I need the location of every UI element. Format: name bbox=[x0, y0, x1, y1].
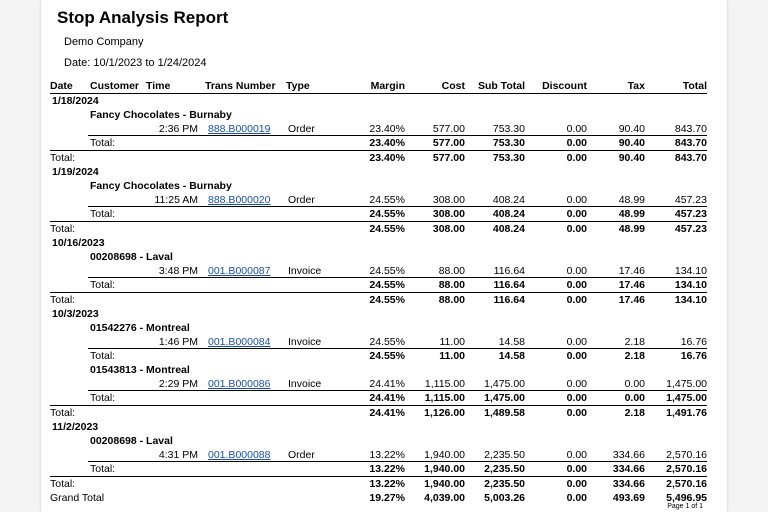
transaction-subtotal: 408.24 bbox=[492, 194, 525, 206]
transaction-cost: 1,940.00 bbox=[424, 449, 465, 461]
transaction-discount: 0.00 bbox=[566, 449, 587, 461]
transaction-discount: 0.00 bbox=[566, 378, 587, 390]
transaction-number-link[interactable]: 001.B000087 bbox=[208, 265, 271, 277]
subtotal-label: Total: bbox=[90, 392, 116, 404]
subtotal-rule bbox=[88, 348, 707, 349]
total-subtotal: 116.64 bbox=[493, 294, 525, 306]
subtotal-margin: 24.55% bbox=[369, 208, 405, 220]
column-header-time: Time bbox=[146, 80, 171, 92]
transaction-time: 2:29 PM bbox=[158, 378, 198, 390]
total-margin: 24.55% bbox=[369, 294, 405, 306]
subtotal-cost: 1,115.00 bbox=[424, 392, 465, 404]
transaction-time: 11:25 AM bbox=[154, 194, 198, 206]
group-date: 1/18/2024 bbox=[52, 95, 99, 107]
column-header-total: Total bbox=[682, 80, 707, 92]
total-label: Total: bbox=[50, 223, 76, 235]
subtotal-rule bbox=[88, 135, 707, 136]
transaction-discount: 0.00 bbox=[566, 336, 587, 348]
transaction-tax: 90.40 bbox=[618, 123, 645, 135]
report-title: Stop Analysis Report bbox=[57, 8, 229, 27]
column-header-margin: Margin bbox=[370, 80, 405, 92]
transaction-row bbox=[50, 335, 707, 349]
total-total: 134.10 bbox=[674, 294, 707, 306]
grand-total-margin: 19.27% bbox=[369, 492, 405, 504]
transaction-row bbox=[50, 448, 707, 462]
transaction-number-link[interactable]: 001.B000086 bbox=[208, 378, 271, 390]
transaction-cost: 88.00 bbox=[438, 265, 465, 277]
total-total: 843.70 bbox=[674, 152, 707, 164]
subtotal-subtotal: 2,235.50 bbox=[484, 463, 525, 475]
total-discount: 0.00 bbox=[566, 407, 587, 419]
total-discount: 0.00 bbox=[566, 223, 587, 235]
customer-name: Fancy Chocolates - Burnaby bbox=[90, 180, 232, 192]
group-date: 1/19/2024 bbox=[52, 166, 99, 178]
total-tax: 2.18 bbox=[624, 407, 645, 419]
transaction-cost: 308.00 bbox=[432, 194, 465, 206]
customer-subtotal-row bbox=[50, 207, 707, 221]
group-date: 11/2/2023 bbox=[52, 421, 99, 433]
subtotal-margin: 13.22% bbox=[369, 463, 405, 475]
total-total: 1,491.76 bbox=[666, 407, 707, 419]
transaction-total: 134.10 bbox=[674, 265, 707, 277]
subtotal-cost: 88.00 bbox=[438, 279, 465, 291]
subtotal-subtotal: 408.24 bbox=[492, 208, 525, 220]
subtotal-total: 843.70 bbox=[674, 137, 707, 149]
total-label: Total: bbox=[50, 152, 76, 164]
transaction-margin: 24.41% bbox=[369, 378, 405, 390]
transaction-row bbox=[50, 122, 707, 136]
transaction-discount: 0.00 bbox=[566, 194, 587, 206]
transaction-tax: 17.46 bbox=[618, 265, 645, 277]
subtotal-margin: 24.55% bbox=[369, 350, 405, 362]
subtotal-discount: 0.00 bbox=[566, 137, 587, 149]
total-tax: 48.99 bbox=[618, 223, 645, 235]
total-discount: 0.00 bbox=[566, 152, 587, 164]
transaction-total: 2,570.16 bbox=[666, 449, 707, 461]
subtotal-margin: 24.55% bbox=[369, 279, 405, 291]
transaction-subtotal: 1,475.00 bbox=[484, 378, 525, 390]
subtotal-tax: 0.00 bbox=[624, 392, 645, 404]
date-range: Date: 10/1/2023 to 1/24/2024 bbox=[64, 57, 207, 69]
transaction-row bbox=[50, 377, 707, 391]
date-total-row bbox=[50, 405, 707, 420]
customer-row bbox=[50, 108, 707, 122]
transaction-total: 843.70 bbox=[674, 123, 707, 135]
transaction-tax: 334.66 bbox=[612, 449, 645, 461]
transaction-type: Order bbox=[288, 194, 315, 206]
transaction-margin: 13.22% bbox=[369, 449, 405, 461]
grand-total-tax: 493.69 bbox=[612, 492, 645, 504]
total-subtotal: 1,489.58 bbox=[484, 407, 525, 419]
date-total-row bbox=[50, 292, 707, 307]
transaction-tax: 48.99 bbox=[618, 194, 645, 206]
subtotal-discount: 0.00 bbox=[566, 350, 587, 362]
customer-subtotal-row bbox=[50, 278, 707, 292]
transaction-type: Order bbox=[288, 123, 315, 135]
customer-row bbox=[50, 321, 707, 335]
subtotal-cost: 577.00 bbox=[432, 137, 465, 149]
subtotal-total: 457.23 bbox=[674, 208, 707, 220]
subtotal-discount: 0.00 bbox=[566, 208, 587, 220]
transaction-row bbox=[50, 193, 707, 207]
transaction-margin: 24.55% bbox=[369, 336, 405, 348]
transaction-total: 457.23 bbox=[674, 194, 707, 206]
subtotal-label: Total: bbox=[90, 463, 116, 475]
date-group-row bbox=[50, 236, 707, 250]
subtotal-tax: 48.99 bbox=[618, 208, 645, 220]
date-group-row bbox=[50, 420, 707, 434]
total-tax: 334.66 bbox=[612, 478, 645, 490]
transaction-number-link[interactable]: 888.B000020 bbox=[208, 194, 271, 206]
transaction-time: 4:31 PM bbox=[158, 449, 198, 461]
column-header-row bbox=[50, 79, 707, 94]
customer-subtotal-row bbox=[50, 462, 707, 476]
subtotal-rule bbox=[88, 206, 707, 207]
transaction-total: 16.76 bbox=[680, 336, 707, 348]
total-discount: 0.00 bbox=[566, 294, 587, 306]
subtotal-tax: 334.66 bbox=[612, 463, 645, 475]
total-margin: 23.40% bbox=[369, 152, 405, 164]
subtotal-cost: 1,940.00 bbox=[424, 463, 465, 475]
grand-total-discount: 0.00 bbox=[566, 492, 587, 504]
subtotal-discount: 0.00 bbox=[566, 392, 587, 404]
transaction-margin: 24.55% bbox=[369, 265, 405, 277]
subtotal-rule bbox=[88, 277, 707, 278]
subtotal-subtotal: 753.30 bbox=[492, 137, 525, 149]
transaction-margin: 23.40% bbox=[369, 123, 405, 135]
transaction-tax: 2.18 bbox=[624, 336, 645, 348]
transaction-cost: 577.00 bbox=[432, 123, 465, 135]
subtotal-tax: 17.46 bbox=[618, 279, 645, 291]
column-header-discount: Discount bbox=[542, 80, 587, 92]
transaction-subtotal: 2,235.50 bbox=[484, 449, 525, 461]
report-page bbox=[41, 0, 727, 512]
customer-subtotal-row bbox=[50, 349, 707, 363]
column-header-date: Date bbox=[50, 80, 73, 92]
subtotal-tax: 2.18 bbox=[624, 350, 645, 362]
date-total-row bbox=[50, 476, 707, 491]
total-margin: 24.55% bbox=[369, 223, 405, 235]
customer-subtotal-row bbox=[50, 136, 707, 150]
transaction-cost: 1,115.00 bbox=[424, 378, 465, 390]
transaction-time: 2:36 PM bbox=[158, 123, 198, 135]
transaction-number-link[interactable]: 001.B000088 bbox=[208, 449, 271, 461]
total-tax: 90.40 bbox=[618, 152, 645, 164]
subtotal-margin: 24.41% bbox=[369, 392, 405, 404]
total-discount: 0.00 bbox=[566, 478, 587, 490]
total-cost: 308.00 bbox=[432, 223, 465, 235]
customer-subtotal-row bbox=[50, 391, 707, 405]
grand-total-total: 5,496.95 bbox=[666, 492, 707, 504]
column-header-type: Type bbox=[286, 80, 310, 92]
transaction-discount: 0.00 bbox=[566, 123, 587, 135]
column-header-customer: Customer bbox=[90, 80, 140, 92]
date-group-row bbox=[50, 307, 707, 321]
column-header-subtotal: Sub Total bbox=[477, 80, 525, 92]
transaction-time: 3:48 PM bbox=[158, 265, 198, 277]
transaction-subtotal: 116.64 bbox=[493, 265, 525, 277]
column-header-trans-number: Trans Number bbox=[205, 80, 276, 92]
grand-total-row bbox=[50, 491, 707, 505]
total-subtotal: 408.24 bbox=[492, 223, 525, 235]
subtotal-rule bbox=[88, 461, 707, 462]
subtotal-total: 16.76 bbox=[680, 350, 707, 362]
date-group-row bbox=[50, 165, 707, 179]
total-subtotal: 753.30 bbox=[492, 152, 525, 164]
subtotal-total: 134.10 bbox=[674, 279, 707, 291]
subtotal-label: Total: bbox=[90, 137, 116, 149]
customer-name: 00208698 - Laval bbox=[90, 251, 173, 263]
date-total-row bbox=[50, 150, 707, 165]
total-label: Total: bbox=[50, 294, 76, 306]
transaction-type: Invoice bbox=[288, 336, 322, 348]
customer-name: 01542276 - Montreal bbox=[90, 322, 190, 334]
total-label: Total: bbox=[50, 478, 76, 490]
customer-row bbox=[50, 179, 707, 193]
subtotal-subtotal: 14.58 bbox=[498, 350, 525, 362]
customer-name: 01543813 - Montreal bbox=[90, 364, 190, 376]
report-rows bbox=[50, 94, 707, 505]
transaction-time: 1:46 PM bbox=[158, 336, 198, 348]
customer-name: 00208698 - Laval bbox=[90, 435, 173, 447]
group-date: 10/3/2023 bbox=[52, 308, 99, 320]
subtotal-label: Total: bbox=[90, 208, 116, 220]
total-margin: 13.22% bbox=[369, 478, 405, 490]
transaction-subtotal: 14.58 bbox=[498, 336, 525, 348]
customer-row bbox=[50, 363, 707, 377]
subtotal-subtotal: 1,475.00 bbox=[484, 392, 525, 404]
grand-total-label: Grand Total bbox=[50, 492, 105, 504]
customer-name: Fancy Chocolates - Burnaby bbox=[90, 109, 232, 121]
subtotal-label: Total: bbox=[90, 350, 116, 362]
customer-row bbox=[50, 434, 707, 448]
subtotal-tax: 90.40 bbox=[618, 137, 645, 149]
total-tax: 17.46 bbox=[618, 294, 645, 306]
subtotal-discount: 0.00 bbox=[566, 279, 587, 291]
total-cost: 1,126.00 bbox=[424, 407, 465, 419]
transaction-discount: 0.00 bbox=[566, 265, 587, 277]
total-total: 457.23 bbox=[674, 223, 707, 235]
transaction-type: Invoice bbox=[288, 265, 322, 277]
date-group-row bbox=[50, 94, 707, 108]
transaction-type: Invoice bbox=[288, 378, 322, 390]
subtotal-cost: 308.00 bbox=[432, 208, 465, 220]
report-table bbox=[50, 79, 707, 505]
total-cost: 577.00 bbox=[432, 152, 465, 164]
transaction-total: 1,475.00 bbox=[666, 378, 707, 390]
transaction-type: Order bbox=[288, 449, 315, 461]
grand-total-subtotal: 5,003.26 bbox=[484, 492, 525, 504]
subtotal-margin: 23.40% bbox=[369, 137, 405, 149]
grand-total-cost: 4,039.00 bbox=[424, 492, 465, 504]
transaction-tax: 0.00 bbox=[624, 378, 645, 390]
transaction-number-link[interactable]: 001.B000084 bbox=[208, 336, 271, 348]
subtotal-subtotal: 116.64 bbox=[493, 279, 525, 291]
customer-row bbox=[50, 250, 707, 264]
column-header-tax: Tax bbox=[627, 80, 645, 92]
total-label: Total: bbox=[50, 407, 76, 419]
total-total: 2,570.16 bbox=[666, 478, 707, 490]
subtotal-cost: 11.00 bbox=[439, 350, 465, 362]
total-subtotal: 2,235.50 bbox=[484, 478, 525, 490]
total-margin: 24.41% bbox=[369, 407, 405, 419]
total-cost: 88.00 bbox=[438, 294, 465, 306]
company-name: Demo Company bbox=[64, 36, 144, 48]
subtotal-rule bbox=[88, 390, 707, 391]
subtotal-discount: 0.00 bbox=[566, 463, 587, 475]
total-cost: 1,940.00 bbox=[424, 478, 465, 490]
column-header-cost: Cost bbox=[441, 80, 465, 92]
transaction-number-link[interactable]: 888.B000019 bbox=[208, 123, 271, 135]
date-total-row bbox=[50, 221, 707, 236]
subtotal-total: 1,475.00 bbox=[666, 392, 707, 404]
transaction-margin: 24.55% bbox=[369, 194, 405, 206]
group-date: 10/16/2023 bbox=[52, 237, 105, 249]
page-number: Page 1 of 1 bbox=[667, 503, 703, 510]
transaction-subtotal: 753.30 bbox=[492, 123, 525, 135]
transaction-cost: 11.00 bbox=[439, 336, 465, 348]
subtotal-total: 2,570.16 bbox=[666, 463, 707, 475]
transaction-row bbox=[50, 264, 707, 278]
subtotal-label: Total: bbox=[90, 279, 116, 291]
